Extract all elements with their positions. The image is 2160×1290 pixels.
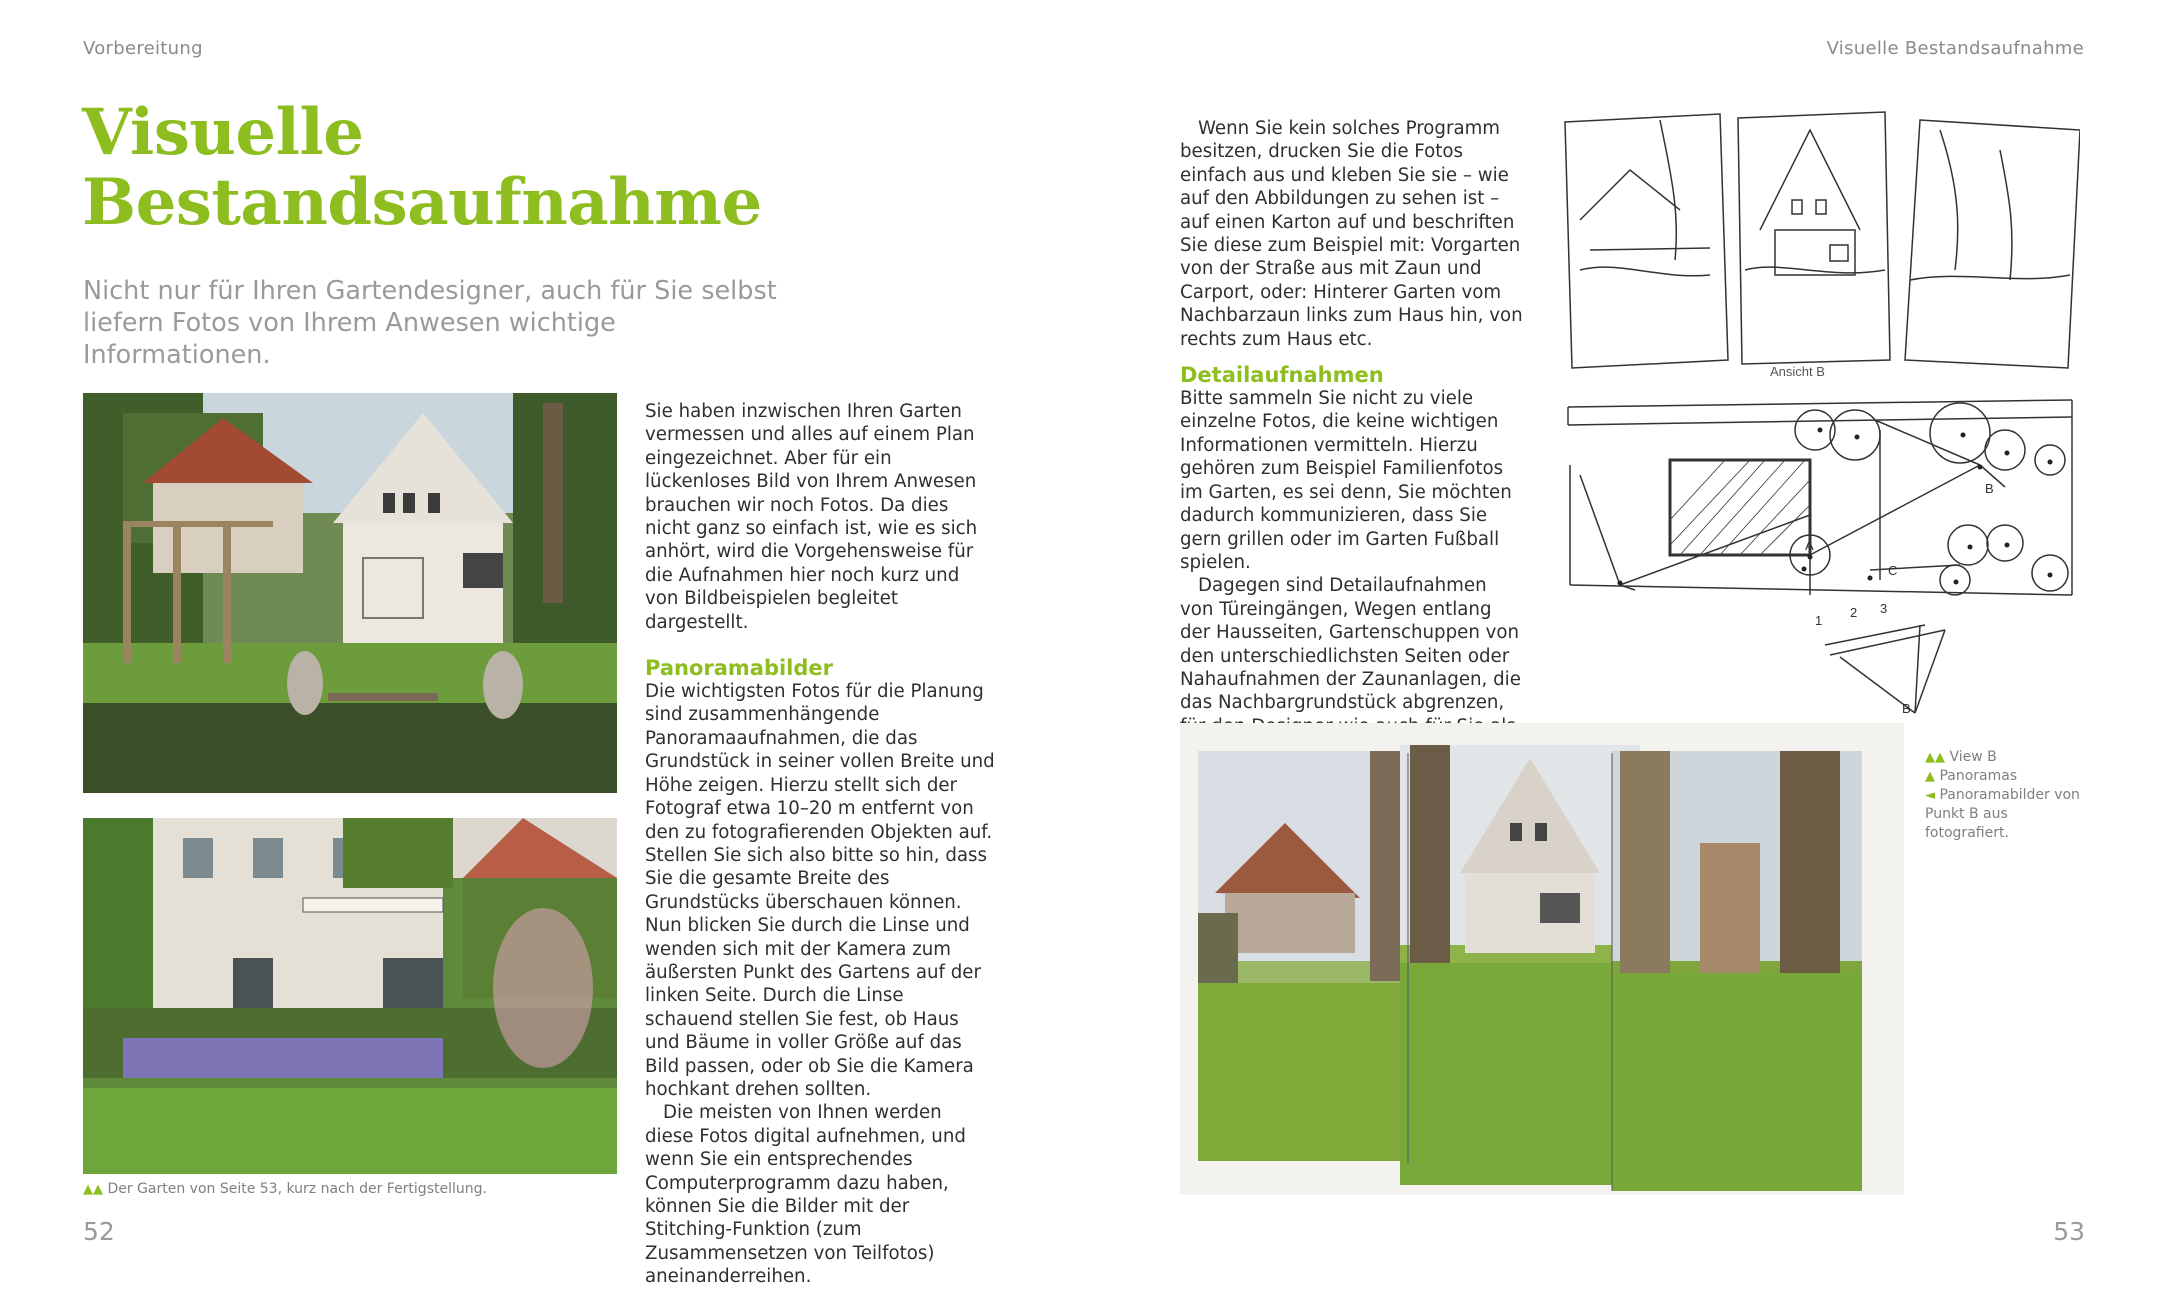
- subhead-panoramabilder: Panoramabilder: [645, 656, 834, 681]
- caption-marker: ▲: [1925, 769, 1935, 784]
- caption-text: Panoramas: [1939, 768, 2018, 784]
- page-number-left: 52: [83, 1217, 115, 1246]
- title-line-2: Bestandsaufnahme: [82, 165, 762, 240]
- panorama-paragraph-1: Die wichtigsten Fotos für die Planung sind zusammenhängende Panoramaaufnahmen, die das Grundstück in seiner vollen Breite und Höhe zeigen. Hierzu stellt sich der Fotograf etwa 10–20 m entfernt von den zu fotografierenden Objekten auf. Stellen Sie sich also bitte so hin, dass Sie die gesamte Breite des Grundstücks überschauen können. Nun blicken Sie durch die Linse und wenden sich mit der Kamera zum äußersten Punkt des Gartens auf der linken Seite. Durch die Linse schauend stellen Sie fest, ob Haus und Bäume in voller Größe auf das Bild passen, oder ob Sie die Kamera hochkant drehen sollten.: [645, 681, 995, 1100]
- caption-line-panoramas: [1925, 767, 2095, 786]
- running-header-right: Visuelle Bestandsaufnahme: [1826, 38, 2084, 59]
- text-column-2: [1180, 117, 1525, 738]
- caption-text: Panoramabilder von Punkt B aus fotografiert.: [1925, 787, 2080, 841]
- plan-label-c: C: [1888, 563, 1898, 578]
- garden-photo-house: [83, 393, 617, 793]
- caption-text: View B: [1949, 749, 1997, 765]
- caption-line-panoramabilder: [1925, 786, 2095, 843]
- detail-paragraph-1: Bitte sammeln Sie nicht zu viele einzelne Fotos, die keine wichtigen Informationen vermitteln. Hierzu gehören zum Beispiel Familienfotos im Garten, es sei denn, Sie möchten dadurch kommunizieren, dass Sie gern grillen oder im Garten Fußball spielen.: [1180, 388, 1512, 573]
- view-label-b: B: [1902, 701, 1911, 716]
- detail-paragraph-2: Dagegen sind Detailaufnahmen von Türeingängen, Wegen entlang der Hausseiten, Gartenschuppen von den unterschiedlichsten Seiten oder Nahaufnahmen der Zaunanlagen, die das Nachbargrundstück abgrenzen,: [1180, 575, 1521, 714]
- subhead-detailaufnahmen: Detailaufnahmen: [1180, 363, 1384, 388]
- view-label-3: 3: [1880, 601, 1888, 616]
- title-line-1: Visuelle: [82, 95, 364, 170]
- print-paragraph: Wenn Sie kein solches Programm besitzen, drucken Sie die Fotos einfach aus und kleben Sie sie – wie auf den Abbildungen zu sehen ist – auf einen Karton auf und beschriften Sie diese zum Beispiel mit: Vorgarten von der Straße aus mit Zaun und Carport, oder: Hinterer Garten vom Nachbarzaun links zum Haus hin, von rechts zum Haus etc.: [1180, 118, 1523, 350]
- text-column-1: [645, 400, 995, 1289]
- view-label-1: 1: [1815, 613, 1823, 628]
- caption-line-view-b: [1925, 748, 2095, 767]
- caption-text: Der Garten von Seite 53, kurz nach der Fertigstellung.: [107, 1181, 487, 1197]
- plan-label-a: A: [1805, 538, 1814, 553]
- garden-photo-ivy: [83, 818, 617, 1174]
- running-header-left: Vorbereitung: [83, 38, 203, 59]
- photo-caption-left: [83, 1180, 487, 1199]
- caption-marker: ▲▲: [1925, 750, 1945, 765]
- photo-caption-right: [1925, 748, 2095, 843]
- lead-paragraph: Nicht nur für Ihren Gartendesigner, auch für Sie selbst liefern Fotos von Ihrem Anwesen wichtige Informationen.: [83, 276, 777, 370]
- view-label-2: 2: [1850, 605, 1858, 620]
- plan-label-b: B: [1985, 481, 1994, 496]
- caption-marker: ▲▲: [83, 1182, 103, 1197]
- site-plan-diagram: [1560, 395, 2080, 725]
- page-title: [82, 95, 762, 240]
- sketch-label-ansicht-b: Ansicht B: [1770, 364, 1825, 379]
- elevation-sketches: [1560, 110, 2080, 380]
- panorama-collage: [1180, 723, 1904, 1195]
- page-number-right: 53: [2053, 1217, 2085, 1246]
- intro-paragraph: Sie haben inzwischen Ihren Garten vermessen und alles auf einem Plan eingezeichnet. Aber für ein lückenloses Bild von Ihrem Anwesen brauchen wir noch Fotos. Da dies nicht ganz so einfach ist, wie es sich anhört, wird die Vorgehensweise für die Aufnahmen hier noch kurz und von Bildbeispielen begleitet dargestellt.: [645, 401, 978, 633]
- caption-marker: ◄: [1925, 788, 1935, 803]
- panorama-paragraph-2: Die meisten von Ihnen werden diese Fotos digital aufnehmen, und wenn Sie ein entsprechendes Computerprogramm dazu haben, können Sie die Bilder mit der Stitching-Funktion (zum Zusammensetzen von Teilfotos) aneinanderreihen.: [645, 1102, 966, 1288]
